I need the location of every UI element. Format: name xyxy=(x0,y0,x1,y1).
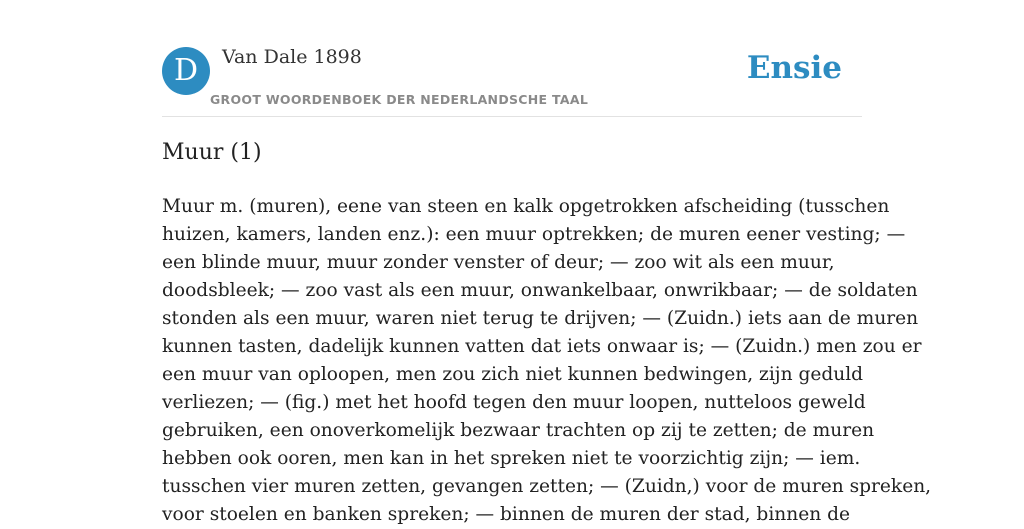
entry-line: gebruiken, een onoverkomelijk bezwaar trachten op zij te zetten; de muren xyxy=(162,420,875,441)
entry-line: voor stoelen en banken spreken; — binnen de muren der stad, binnen de xyxy=(162,504,851,525)
dictionary-logo[interactable]: D xyxy=(162,47,210,95)
entry-line: verliezen; — (fig.) met het hoofd tegen den muur loopen, nutteloos geweld xyxy=(162,392,866,413)
entry-line: stonden als een muur, waren niet terug te drijven; — (Zuidn.) iets aan de muren xyxy=(162,308,919,329)
dictionary-subtitle: GROOT WOORDENBOEK DER NEDERLANDSCHE TAAL xyxy=(210,92,589,107)
entry-line: Muur m. (muren), eene van steen en kalk opgetrokken afscheiding (tusschen xyxy=(162,196,890,217)
entry-line: kunnen tasten, dadelijk kunnen vatten dat iets onwaar is; — (Zuidn.) men zou er xyxy=(162,336,922,357)
brand-logo[interactable]: Ensie xyxy=(746,50,842,86)
entry-line: doodsbleek; — zoo vast als een muur, onwankelbaar, onwrikbaar; — de soldaten xyxy=(162,280,918,301)
entry-line: huizen, kamers, landen enz.): een muur optrekken; de muren eener vesting; — xyxy=(162,224,906,245)
entry-title: Muur (1) xyxy=(162,140,262,165)
entry-line: een muur van oploopen, men zou zich niet kunnen bedwingen, zijn geduld xyxy=(162,364,864,385)
entry-line: een blinde muur, muur zonder venster of deur; — zoo wit als een muur, xyxy=(162,252,835,273)
entry-line: hebben ook ooren, men kan in het spreken niet te voorzichtig zijn; — iem. xyxy=(162,448,861,469)
dictionary-title[interactable]: Van Dale 1898 xyxy=(222,46,362,68)
entry-line: tusschen vier muren zetten, gevangen zetten; — (Zuidn,) voor de muren spreken, xyxy=(162,476,932,497)
site-header xyxy=(162,46,862,117)
entry-body xyxy=(162,193,932,529)
